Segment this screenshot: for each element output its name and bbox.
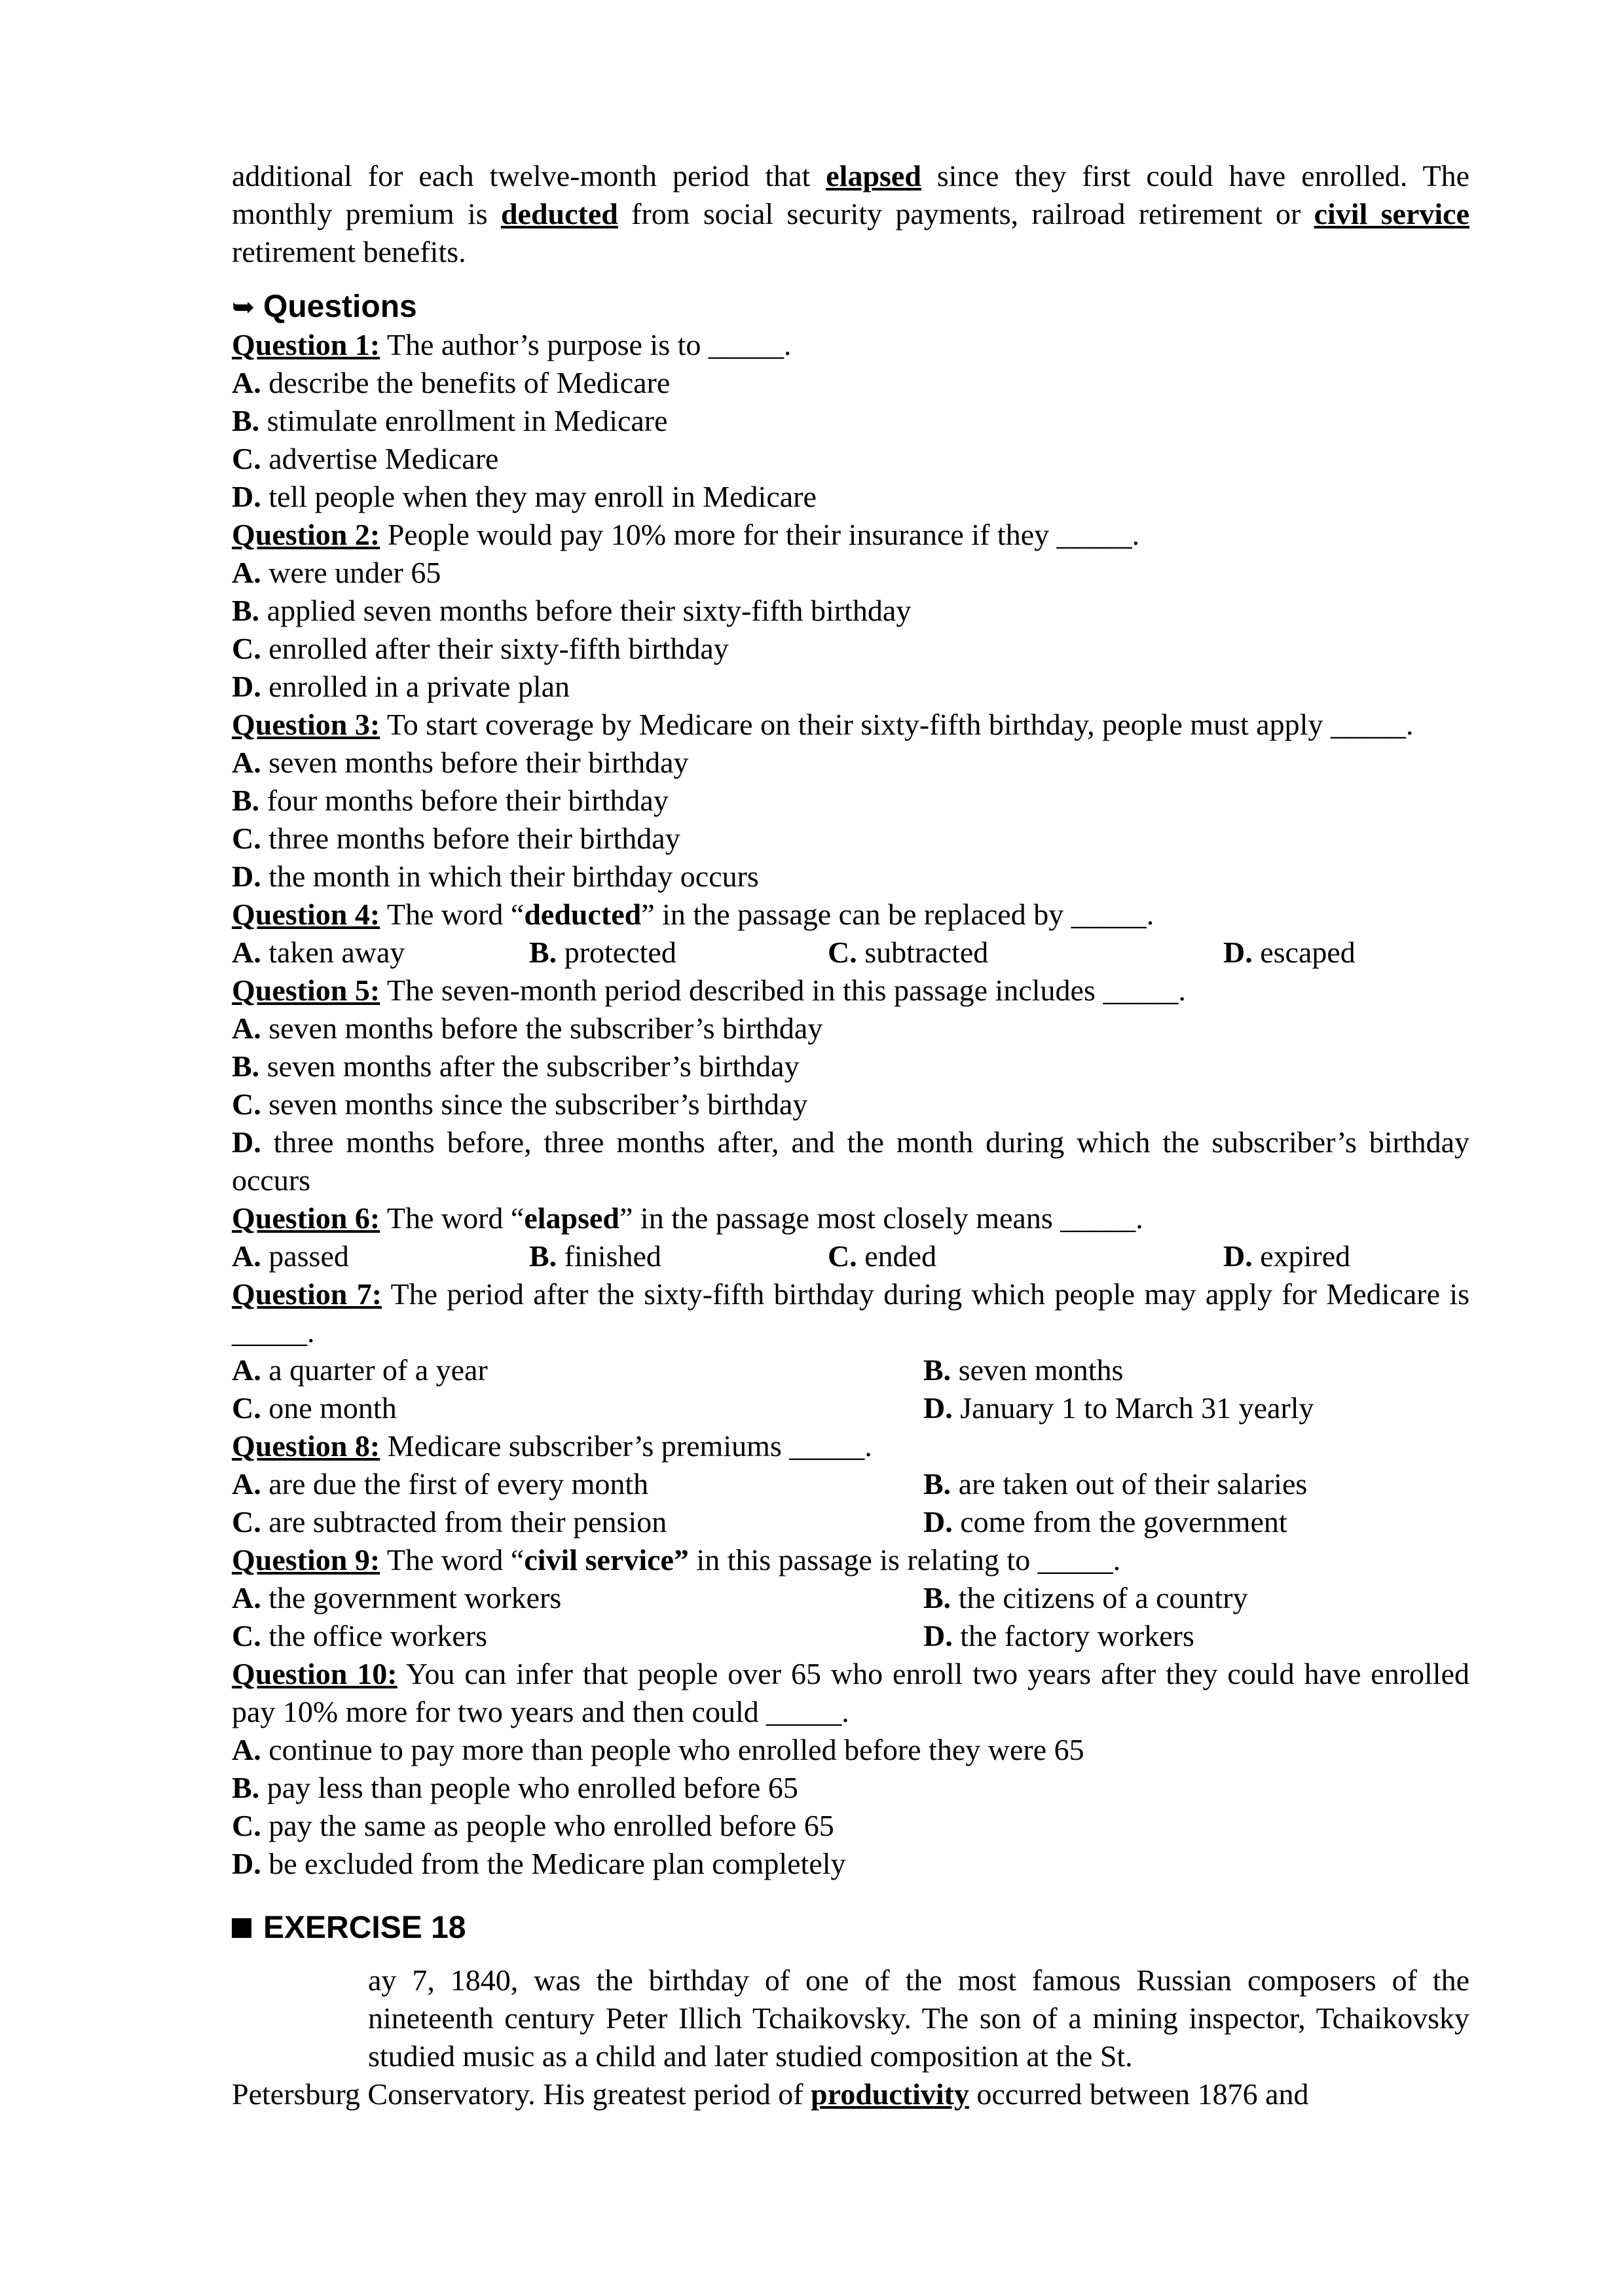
option-b: B. applied seven months before their sixty-fifth birthday [232,594,912,627]
option-c: C. three months before their birthday [232,822,680,855]
question-1: Question 1: The author’s purpose is to _____. [232,328,792,361]
question-5: Question 5: The seven-month period described in this passage includes _____. [232,974,1186,1007]
exercise-paragraph-indented: ay 7, 1840, was the birthday of one of the most famous Russian composers of the nineteenth century Peter Illich Tchaikovsky. The son of a mining inspector, Tchaikovsky studied music as a child and later studied composition at the St. [368,1963,1469,2073]
option-b: B. are taken out of their salaries [923,1467,1308,1501]
option-a: A. the government workers [232,1581,562,1614]
exercise-passage [232,1961,1469,2113]
keyword-civil-service: civil service [1314,197,1469,230]
option-c: C. subtracted [828,936,989,969]
option-a: A. seven months before their birthday [232,746,689,779]
option-d: D. the month in which their birthday occurs [232,860,759,893]
option-d: D. tell people when they may enroll in Medicare [232,480,817,513]
option-b: B. the citizens of a country [923,1581,1248,1614]
option-c: C. one month [232,1391,397,1425]
option-a: A. seven months before the subscriber’s birthday [232,1011,823,1045]
square-bullet-icon [232,1918,251,1938]
option-a: A. continue to pay more than people who enrolled before they were 65 [232,1733,1084,1766]
option-d: D. enrolled in a private plan [232,670,570,703]
option-b: B. seven months [923,1353,1124,1387]
options-row [232,1617,1469,1655]
option-a: A. describe the benefits of Medicare [232,366,671,399]
option-c: C. enrolled after their sixty-fifth birthday [232,632,729,665]
option-c: C. pay the same as people who enrolled before 65 [232,1809,834,1842]
option-a: A. were under 65 [232,556,441,589]
options-row [232,1351,1469,1389]
question-7: Question 7: The period after the sixty-fifth birthday during which people may apply for Medicare is _____. [232,1277,1469,1349]
question-9: Question 9: The word “civil service” in this passage is relating to _____. [232,1543,1121,1576]
question-6: Question 6: The word “elapsed” in the passage most closely means _____. [232,1201,1143,1235]
option-b: B. pay less than people who enrolled before 65 [232,1771,798,1804]
option-d: D. come from the government [923,1505,1287,1539]
option-c: C. advertise Medicare [232,442,499,475]
question-3: Question 3: To start coverage by Medicare on their sixty-fifth birthday, people must apply _____. [232,708,1414,741]
option-d: D. three months before, three months after, and the month during which the subscriber’s birthday occurs [232,1125,1469,1197]
question-8: Question 8: Medicare subscriber’s premiums _____. [232,1429,872,1463]
questions-heading-text: Questions [263,289,417,324]
keyword-elapsed: elapsed [826,159,921,192]
option-d: D. the factory workers [923,1619,1194,1652]
option-b: B. four months before their birthday [232,784,669,817]
options-row [232,1389,1469,1427]
keyword-productivity: productivity [811,2077,969,2111]
document-page [232,157,1469,2113]
option-b: B. seven months after the subscriber’s birthday [232,1049,800,1083]
option-d: D. expired [1223,1239,1351,1273]
keyword-deducted: deducted [500,197,618,230]
option-d: D. January 1 to March 31 yearly [923,1391,1314,1425]
arrow-icon: ➥ [232,291,255,322]
option-a: A. taken away [232,936,405,969]
option-c: C. are subtracted from their pension [232,1505,667,1539]
option-a: A. passed [232,1239,349,1273]
question-4: Question 4: The word “deducted” in the passage can be replaced by _____. [232,898,1154,931]
question-10: Question 10: You can infer that people over 65 who enroll two years after they could have enrolled pay 10% more for two years and then could _____. [232,1657,1469,1728]
exercise-heading [232,1909,1469,1947]
option-b: B. finished [529,1239,661,1273]
option-b: B. protected [529,936,676,969]
exercise-title: EXERCISE 18 [263,1910,466,1945]
option-a: A. a quarter of a year [232,1353,488,1387]
exercise-paragraph-continued: Petersburg Conservatory. His greatest period of productivity occurred between 1876 and [232,2077,1309,2111]
options-row [232,1465,1469,1503]
option-c: C. the office workers [232,1619,488,1652]
options-row [232,1237,1469,1275]
option-a: A. are due the first of every month [232,1467,649,1501]
option-d: D. escaped [1223,936,1356,969]
question-2: Question 2: People would pay 10% more for their insurance if they _____. [232,518,1140,551]
passage-tail: additional for each twelve-month period that elapsed since they first could have enrolled. The monthly premium is deducted from social security payments, railroad retirement or civil service retirement benefits. [232,159,1469,268]
option-d: D. be excluded from the Medicare plan completely [232,1847,846,1880]
options-row [232,1503,1469,1541]
option-c: C. seven months since the subscriber’s birthday [232,1087,808,1121]
option-c: C. ended [828,1239,937,1273]
options-row [232,934,1469,972]
questions-heading [232,288,1469,326]
option-b: B. stimulate enrollment in Medicare [232,404,668,437]
options-row [232,1579,1469,1617]
